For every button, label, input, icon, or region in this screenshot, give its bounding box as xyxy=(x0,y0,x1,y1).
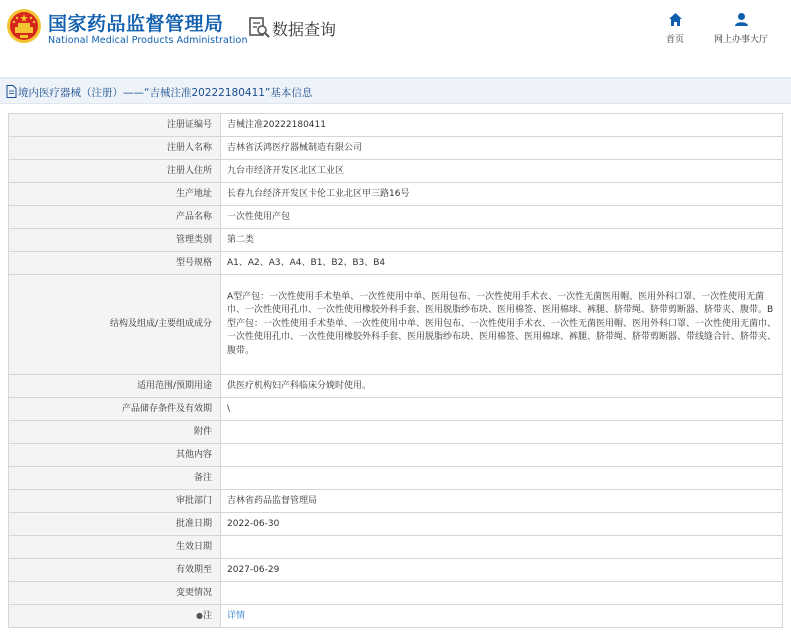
table-row xyxy=(9,605,783,628)
field-value: 第二类 xyxy=(221,229,783,252)
field-label: 结构及组成/主要组成成分 xyxy=(9,275,221,375)
table-row xyxy=(9,490,783,513)
field-value: A1、A2、A3、A4、B1、B2、B3、B4 xyxy=(221,252,783,275)
field-label: 注册证编号 xyxy=(9,114,221,137)
field-value: 九台市经济开发区北区工业区 xyxy=(221,160,783,183)
field-value: 供医疗机构妇产科临床分娩时使用。 xyxy=(221,375,783,398)
field-label: 管理类别 xyxy=(9,229,221,252)
field-label: 生效日期 xyxy=(9,536,221,559)
table-row xyxy=(9,536,783,559)
field-value xyxy=(221,421,783,444)
nav-home-label: 首页 xyxy=(665,35,684,45)
home-icon xyxy=(668,12,683,27)
table-row xyxy=(9,114,783,137)
field-value: 吉林省沃鸿医疗器械制造有限公司 xyxy=(221,137,783,160)
field-label: 产品名称 xyxy=(9,206,221,229)
nav-home[interactable] xyxy=(660,12,690,45)
field-label: 产品储存条件及有效期 xyxy=(9,398,221,421)
field-value: A型产包：一次性使用手术垫单、一次性使用中单、医用包布、一次性使用手术衣、一次性无菌医用帽、医用外科口罩、一次性使用无菌巾、一次性使用孔巾、一次性使用橡胶外科手套、医用脱脂纱布块、医用棉签、医用棉球、裤腿、脐带绳、脐带剪断器、脐带夹、腹带。B型产包：一次性使用手术垫单、一次性使用中单、医用包布、一次性使用手术衣、一次性无菌医用帽、医用外科口罩、一次性使用无菌巾、一次性使用孔巾、一次性使用橡胶外科手套、医用脱脂纱布块、医用棉签、医用棉球、裤腿、脐带绳、脐带剪断器、带线缝合针、脐带夹、腹带。 xyxy=(221,275,783,375)
field-label: 注册人名称 xyxy=(9,137,221,160)
table-row xyxy=(9,375,783,398)
field-label: 注 xyxy=(202,611,212,621)
table-row xyxy=(9,252,783,275)
user-icon xyxy=(734,12,749,27)
field-value: 吉林省药品监督管理局 xyxy=(221,490,783,513)
table-row xyxy=(9,582,783,605)
field-value: 一次性使用产包 xyxy=(221,206,783,229)
document-search-icon xyxy=(248,16,270,38)
nav-hall-label: 网上办事大厅 xyxy=(713,35,768,45)
field-label: 审批部门 xyxy=(9,490,221,513)
document-icon xyxy=(6,85,17,98)
site-title-en[interactable]: National Medical Products Administration xyxy=(48,35,248,46)
table-row xyxy=(9,398,783,421)
field-label: 有效期至 xyxy=(9,559,221,582)
details-link[interactable]: 详情 xyxy=(227,610,246,621)
field-value xyxy=(221,536,783,559)
field-label: 注册人住所 xyxy=(9,160,221,183)
table-row xyxy=(9,275,783,375)
field-value xyxy=(221,467,783,490)
table-row xyxy=(9,160,783,183)
table-row xyxy=(9,137,783,160)
field-label: 生产地址 xyxy=(9,183,221,206)
table-row xyxy=(9,559,783,582)
data-query-label: 数据查询 xyxy=(272,20,337,39)
site-header xyxy=(0,0,791,62)
field-label: 型号规格 xyxy=(9,252,221,275)
field-value xyxy=(221,444,783,467)
note-label-cell xyxy=(9,605,221,628)
table-row xyxy=(9,467,783,490)
field-value: 长春九台经济开发区卡伦工业北区甲三路16号 xyxy=(221,183,783,206)
pin-icon: ● xyxy=(196,611,203,620)
field-label: 适用范围/预期用途 xyxy=(9,375,221,398)
field-value: \ xyxy=(221,398,783,421)
page-title: 境内医疗器械（注册）——“吉械注准20222180411”基本信息 xyxy=(18,87,313,99)
table-row xyxy=(9,183,783,206)
national-emblem-icon[interactable] xyxy=(6,8,42,44)
page-title-bar xyxy=(0,77,791,104)
field-label: 附件 xyxy=(9,421,221,444)
table-row xyxy=(9,206,783,229)
field-value: 2022-06-30 xyxy=(221,513,783,536)
field-value: 吉械注准20222180411 xyxy=(221,114,783,137)
field-label: 变更情况 xyxy=(9,582,221,605)
field-value: 2027-06-29 xyxy=(221,559,783,582)
table-row xyxy=(9,513,783,536)
table-row xyxy=(9,229,783,252)
field-value xyxy=(221,605,783,628)
table-row xyxy=(9,444,783,467)
field-label: 其他内容 xyxy=(9,444,221,467)
device-info-table xyxy=(8,113,783,628)
field-value xyxy=(221,582,783,605)
field-label: 备注 xyxy=(9,467,221,490)
field-label: 批准日期 xyxy=(9,513,221,536)
table-row xyxy=(9,421,783,444)
site-title-cn[interactable]: 国家药品监督管理局 xyxy=(48,13,224,35)
nav-online-hall[interactable] xyxy=(710,12,772,45)
